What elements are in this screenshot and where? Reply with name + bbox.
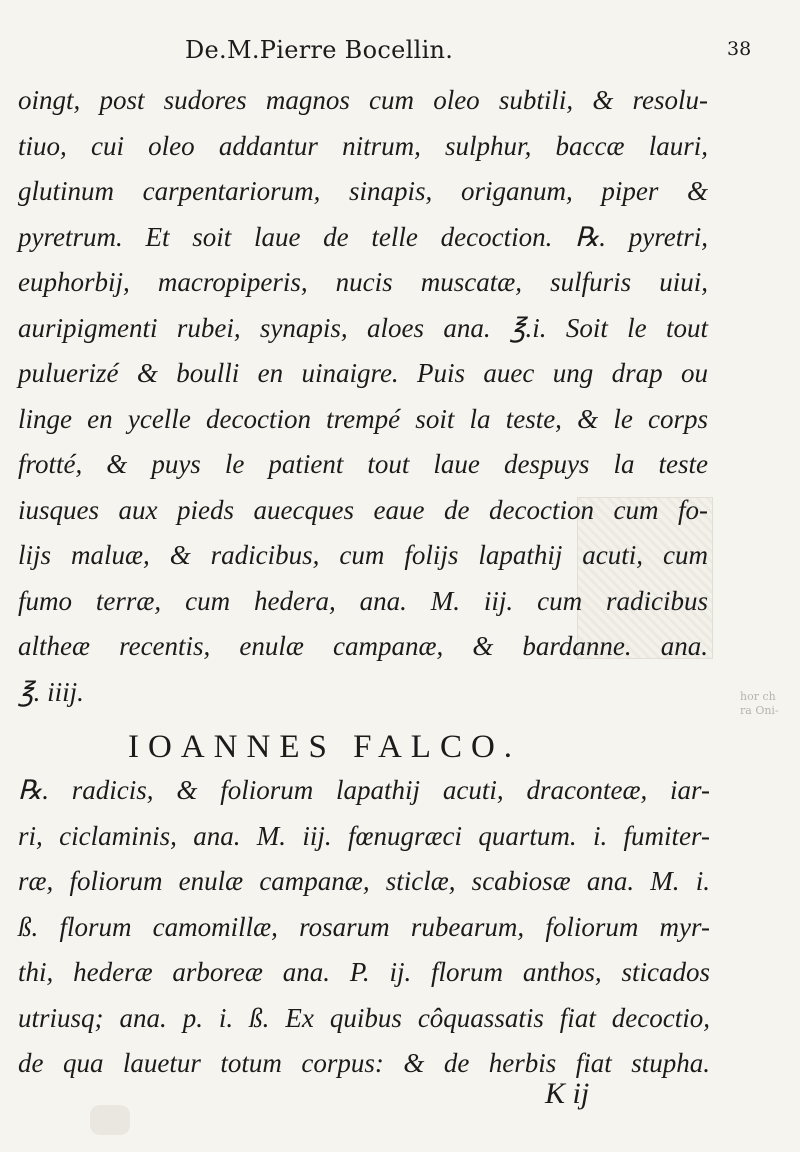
text-line: frotté, & puys le patient tout laue despuys la teste	[18, 449, 708, 479]
text-line: thi, hederæ arboreæ ana. P. ij. florum anthos, sticados	[18, 957, 710, 987]
text-line: utriusq; ana. p. i. ß. Ex quibus côquassatis fiat decoctio,	[18, 1002, 710, 1033]
text-line: fumo terræ, cum hedera, ana. M. iij. cum radicibus	[18, 585, 708, 616]
text-line: auripigmenti rubei, synapis, aloes ana. ℥.i. Soit le tout	[18, 312, 708, 343]
ink-blot	[90, 1105, 130, 1135]
text-line: puluerizé & boulli en uinaigre. Puis auec ung drap ou	[18, 358, 708, 388]
paragraph-1	[18, 78, 708, 715]
signature-mark: K ij	[545, 1077, 590, 1110]
folio-number: 38	[727, 38, 752, 60]
running-head: De.M.Pierre Bocellin.	[185, 36, 454, 64]
bleed-line: hor ch	[740, 690, 776, 703]
text-line: pyretrum. Et soit laue de telle decoction. ℞. pyretri,	[18, 221, 708, 252]
text-line: altheæ recentis, enulæ campanæ, & bardanne. ana.	[18, 631, 708, 661]
text-line: de qua lauetur totum corpus: & de herbis fiat stupha.	[18, 1048, 710, 1078]
text-line: linge en ycelle decoction trempé soit la teste, & le corps	[18, 403, 708, 434]
text-line: glutinum carpentariorum, sinapis, origanum, piper &	[18, 176, 708, 206]
text-line: ℥. iiij.	[18, 676, 84, 707]
bleed-through-text	[740, 690, 800, 760]
text-line: ræ, foliorum enulæ campanæ, sticlæ, scabiosæ ana. M. i.	[18, 866, 710, 896]
bleed-line: ra Oni-	[740, 704, 779, 717]
section-title: IOANNES FALCO.	[128, 729, 522, 765]
text-line: lijs maluæ, & radicibus, cum folijs lapathij acuti, cum	[18, 540, 708, 570]
text-line: tiuo, cui oleo addantur nitrum, sulphur, baccæ lauri,	[18, 130, 708, 161]
text-line: oingt, post sudores magnos cum oleo subtili, & resolu-	[18, 85, 708, 115]
paragraph-2	[18, 768, 710, 1087]
text-line: ri, ciclaminis, ana. M. iij. fœnugræci quartum. i. fumiter-	[18, 820, 710, 851]
page-header	[0, 30, 800, 70]
text-line: euphorbij, macropiperis, nucis muscatæ, sulfuris uiui,	[18, 267, 708, 297]
text-line: ℞. radicis, & foliorum lapathij acuti, draconteæ, iar-	[18, 775, 710, 805]
text-line: iusques aux pieds auecques eaue de decoction cum fo-	[18, 494, 708, 525]
text-line: ß. florum camomillæ, rosarum rubearum, foliorum myr-	[18, 911, 710, 942]
